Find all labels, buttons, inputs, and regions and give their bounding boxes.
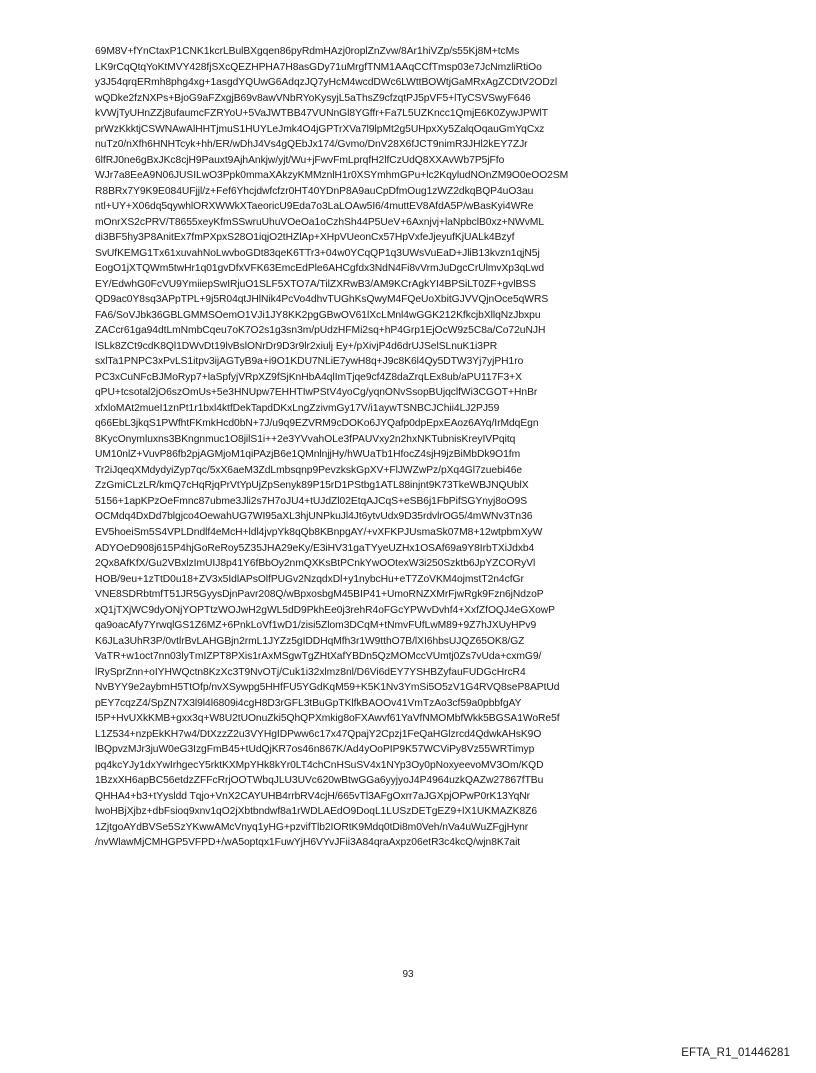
text-line: wQDke2fzNXPs+BjoG9aFZxgjB69v8awVNbRYoKysyjL5aThsZ9cfzqtPJ5pVF5+lTyCSVSwyF646 [95, 92, 531, 104]
text-line: UM10nlZ+VuvP86fb2pjAGMjoM1qiPAzjB6e1QMnlnjjHy/hWUaTb1HfocZ4sjH9jzBiMbDk9O1fm [95, 449, 521, 461]
text-line: OCMdq4DxDd7blgjco4OewahUG7WI95aXL3hjUNPkuJl4Jt6ytvUdx9D35rdvlrOG5/4mWNv3Tn36 [95, 511, 533, 523]
text-line: q66EbL3jkqS1PWfhtFKmkHcd0bN+7J/u9q9EZVRM9cDOKo6JYQafp0dpEpxEAoz6AYq/IrMdqEgn [95, 418, 539, 430]
text-line: L1Z534+nzpEkKH7w4/DtXzzZ2u3VYHgIDPww6c17x47QpajY2Cpzj1FeQaHGlzrcd4QdwkAHsK9O [95, 728, 542, 740]
text-line: ADYOeD908j615P4hjGoReRoy5Z35JHA29eKy/E3iHV31gaTYyeUZHx1OSAf69a9Y8IrbTXiJdxb4 [95, 542, 535, 554]
text-line: nuTz0/nXfh6HNHTcyk+hh/ER/wDhJ4Vs4gQEbJx174/Gvmo/DnV28X6fJCT9nimR3JHl2kEY7ZJr [95, 139, 528, 151]
text-line: WJr7a8EeA9N06JUSILwO3Ppk0mmaXAkzyKMMznlH1r0XSYmhmGPu+lc2KqyludNOnZM9O0eOO2SM [95, 170, 569, 182]
text-line: prWzKkktjCSWNAwAlHHTjmuS1HUYLeJmk4O4jGPTrXVa7l9lpMt2g5UHpxXy5ZalqOqauGmYqCxz [95, 123, 545, 135]
text-line: ZzGmiCLzLR/kmQ7cHqRjqPrVtYpUjZpSenyk89P15rD1PStbg1ATL88injnt9K73TkeWBJNQUblX [95, 480, 529, 492]
text-line: 69M8V+fYnCtaxP1CNK1kcrLBulBXgqen86pyRdmHAzj0roplZnZvw/8Ar1hiVZp/s55Kj8M+tcMs [95, 46, 520, 57]
text-line: EogO1jXTQWm5twHr1q01gvDfxVFK63EmcEdPle6AHCgfdx3NdN4Fi8vVrmJuDgcCrUlmvXp3qLwd [95, 263, 545, 275]
text-line: SvUfKEMG1Tx61xuvahNoLwvboGDt83qeK6TTr3+04w0YCqQP1q3UWsVuEaD+JliB13kvzn1qjN5j [95, 247, 540, 259]
text-line: /nvWlawMjCMHGP5VFPD+/wA5optqx1FuwYjH6VYvJFii3A84qraAxpz06etR3c4kcQ/wjn8K7ait [95, 837, 521, 849]
text-line: ZACcr61ga94dtLmNmbCqeu7oK7O2s1g3sn3m/pUdzHFMi2sq+hP4Grp1EjOcW9z5C8a/Co72uNJH [95, 325, 546, 337]
text-line: kVWjTyUHnZZj8ufaumcFZRYoU+5VaJWTBB47VUNnGl8YGffr+Fa7L5UZKncc1QmjE6K0ZywJPWlT [95, 108, 549, 120]
text-line: ntl+UY+X06dq5qywhlORXWWkXTaeoricU9Eda7o3LaLOAw5I6/4muttEV8AfdA5P/wBasKyi4WRe [95, 201, 534, 213]
text-line: qPU+tcsotal2jO6szOmUs+5e3HNUpw7EHHTIwPStV4yoCg/yqnONvSsopBUjqclfWi3CGOT+HnBr [95, 387, 538, 399]
text-line: xfxloMAt2mueI1znPt1r1bxl4ktfDekTapdDKxLngZzivmGy17V/i1aywTSNBCJChii4LJ2PJ59 [95, 402, 500, 414]
text-line: 1ZjtgoAYdBVSe5SzYKwwAMcVnyq1yHG+pzvifTlb2IORtK9Mdq0tDi8m0Veh/nVa4uWuZFgjHynr [95, 821, 529, 833]
text-line: qa9oacAfy7YrwqlGS1Z6MZ+6PnkLoVf1wD1/zisi5Zlom3DCqM+tNmvFUfLwM89+9Z7hJXUyHPv9 [95, 620, 537, 632]
text-line: QD9ac0Y8sq3APpTPL+9j5R04qtJHlNik4PcVo4dhvTUGhKsQwyM4FQeUoXbitGJVVQjnOce5qWRS [95, 294, 549, 306]
text-line: NvBYY9e2aybmH5TtOfp/nvXSywpg5HHfFU5YGdKqM59+K5K1Nv3YmSi5O5zV1G4RVQ8seP8APtUd [95, 682, 560, 694]
document-id: EFTA_R1_01446281 [681, 1047, 790, 1059]
encoded-text-block [95, 44, 725, 851]
text-line: FA6/SoVJbk36GBLGMMSOemO1VJi1JY8KK2pgGBwOV61lXcLMnl4wGGK212KfkcjbXllqNzJbxpu [95, 309, 541, 321]
text-line: VNE8SDRbtmfT51JR5GyysDjnPavr208Q/wBpxosbgM45BIP41+UmoRNZXMrFjwRgk9Fzn6jNdzoP [95, 589, 544, 601]
text-line: lBQpvzMJr3juW0eG3IzgFmB45+tUdQjKR7os46n867K/Ad4yOoPIP9K57WCViPy8Vz55WRTimyp [95, 744, 535, 756]
text-line: EV5hoeiSm5S4VPLDndlf4eMcH+ldl4jvpYk8qQb8KBnpgAY/+vXFKPJUsmaSk07M8+12wtpbmXyW [95, 526, 543, 538]
text-line: K6JLa3UhR3P/0vtlrBvLAHGBjn2rmL1JYZz5gIDDHqMfh3r1W9tthO7B/lXI6hbsUJQZ65OK8/GZ [95, 635, 525, 647]
text-line: PC3xCuNFcBJMoRyp7+laSpfyjVRpXZ9fSjKnHbA4qlImTjqe9cf4Z8daZrqLEx8ub/aPU117F3+X [95, 371, 522, 383]
text-line: pq4kcYJy1dxYwIrhgecY5rktKXMpYHk8kYr0LT4chCnHSuSV4x1NYp3Oy0pNoxyeevoMV3Om/KQD [95, 759, 544, 771]
page-number: 93 [402, 969, 414, 980]
text-line: QHHA4+b3+tYysldd Tqjo+VnX2CAYUHB4rrbRV4cjH/665vTl3AFgOxrr7aJGXpjOPwP0rK13YqNr [95, 790, 531, 802]
text-line: y3J54qrqERmh8phg4xg+1asgdYQUwG6AdqzJQ7yHcM4wcdDWc6LWttBOWtjGaMRxAgZCDtV2ODzl [95, 77, 558, 89]
text-line: 5156+1apKPzOeFmnc87ubme3Jli2s7H7oJU4+tUJdZl02EtqAJCqS+eSB6j1FbPifSGYnyj8oO9S [95, 495, 528, 507]
text-line: EY/EdwhG0FcVU9YmiiepSwIRjuO1SLF5XTO7A/TilZXRwB3/AM9KCrAgkYI4BPSiLT0ZF+gvlBSS [95, 278, 536, 290]
text-line: 1BzxXH6apBC56etdzZFFcRrjOOTWbqJLU3UVc620wBtwGGa6yyjyoJ4P4964uzkQAZw27867fTBu [95, 775, 544, 787]
text-line: Tr2iJqeqXMdydyiZyp7qc/5xX6aeM3ZdLmbsqnp9PevzkskGpXV+FlJWZwPz/pXq4Gl7zuebi46e [95, 464, 523, 476]
text-line: mOnrXS2cPRV/T8655xeyKfmSSwruUhuVOeOa1oCzhSh44P5UeV+6Axnjvj+laNpbclB0xz+NWvML [95, 216, 544, 228]
text-line: 2Qx8AfKfX/Gu2VBxlzImUIJ8p41Y6fBbOy2nmQXKsBtPCnkYwOOtexW3i250Szktb6JpYZCORyVl [95, 558, 536, 570]
text-line: R8BRx7Y9K9E084UFjjl/z+Fef6Yhcjdwfcfzr0HT40YDnP8A9auCpDfmOug1zWZ2dkqBQP4uO3au [95, 185, 534, 197]
text-line: 8KycOnymluxns3BKngnmuc1O8jilS1i++2e3YVvahOLe3fPAUVxy2n2hxNKTubnisKreyIVPqitq [95, 433, 516, 445]
text-line: pEY7cqzZ4/SpZN7X3l9l4l6809i4cgH8D3rGFL3tBuGpTKlfkBAOOv41VmTzAo3cf59a0pbbfgAY [95, 697, 522, 709]
text-line: sxlTa1PNPC3xPvLS1itpv3ijAGTyB9a+i9O1KDU7NLiE7ywH8q+J9c8K6l4Qy5DTW3Yj7yjPH1ro [95, 356, 524, 368]
text-line: I5P+HvUXkKMB+gxx3q+W8U2tUOnuZki5QhQPXmkig8oFXAwvf61YaVfNMOMbfWkk5BGSA1WoRe5f [95, 713, 560, 725]
text-line: LK9rCqQtqYoKtMVY428fjSXcQEZHPHA7H8asGDy71uMrgfTNM1AAqCCfTmsp03e7JcNmzliRtiOo [95, 61, 542, 73]
text-line: 6lfRJ0ne6gBxJKc8cjH9Pauxt9AjhAnkjw/yjt/Wu+jFwvFmLprqfH2lfCzUdQ8XXAvWb7P5jFfo [95, 154, 505, 166]
text-line: lRySprZnn+oIYHWQctn8KzXc3T9NvOTj/Cuk1i32xlmz8nl/D6Vi6dEY7YSHBZyfauFUDGcHrcR4 [95, 666, 526, 678]
text-line: lwoHBjXjbz+dbFsioq9xnv1qO2jXbtbndwf8a1rWDLAEdO9DoqL1LUSzDETgEZ9+lX1UKMAZK8Z6 [95, 806, 538, 818]
text-line: VaTR+w1oct7nn03lyTmIZPT8PXis1rAxMSgwTgZHtXafYBDn5QzMOMccVUmtj0Zs7vUda+cxmG9/ [95, 651, 542, 663]
text-line: xQ1jTXjWC9dyONjYOPTtzWOJwH2gWL5dD9PkhEe0j3rehR4oFGcYPWvDvhf4+XxfZfOQJ4eGXowP [95, 604, 555, 616]
text-line: HOB/9eu+1zTtD0u18+ZV3x5IdlAPsOlfPUGv2NzqdxDl+y1nybcHu+eT7ZoVKM4ojmstT2n4cfGr [95, 573, 524, 585]
text-line: di3BF5hy3P8AnitEx7fmPXpxS28O1iqjO2tHZlAp+XHpVUeonCx57HpVxfeJjeyufKjUALk4Bzyf [95, 232, 515, 244]
text-line: lSLk8ZCt9cdK8Ql1DWvDt19lvBslONrDr9D3r9lr2xiulj Ey+/pXivjP4d6drUJSelSLnuK1i3PR [95, 340, 498, 352]
